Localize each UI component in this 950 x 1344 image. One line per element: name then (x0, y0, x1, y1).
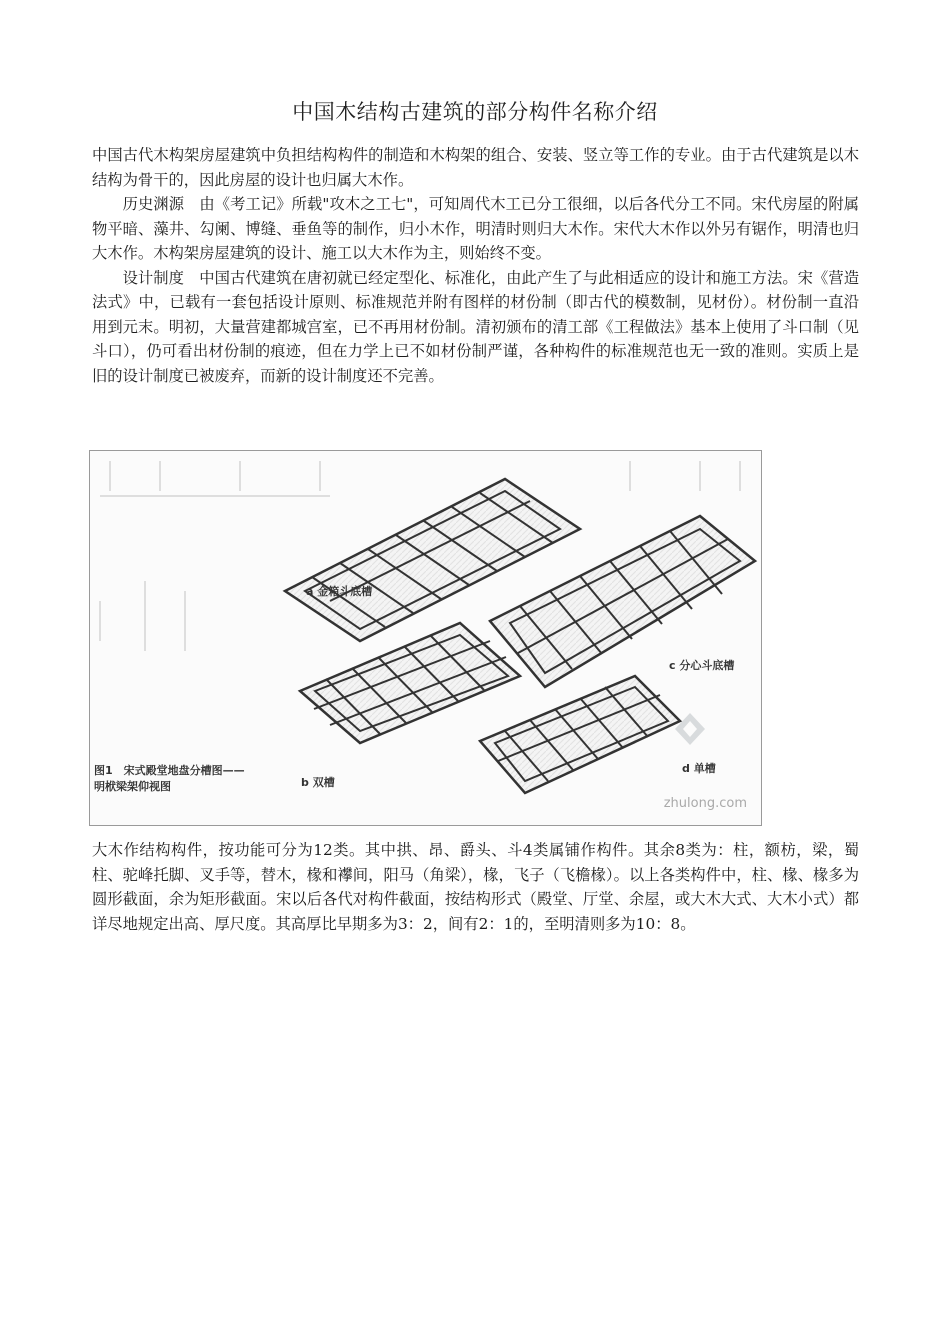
page-title: 中国木结构古建筑的部分构件名称介绍 (292, 100, 658, 124)
intro-paragraph-1: 中国古代木构架房屋建筑中负担结构构件的制造和木构架的组合、安装、竖立等工作的专业。由于古代建筑是以木结构为骨干的，因此房屋的设计也归属大木作。 (92, 146, 859, 189)
figure-caption-line-2: 明栿梁架仰视图 (94, 780, 171, 793)
intro-paragraph-design: 设计制度 中国古代建筑在唐初就已经定型化、标准化，由此产生了与此相适应的设计和施工方法。宋《营造法式》中，已载有一套包括设计原则、标准规范并附有图样的材份制（即古代的模数制，见材份）。材份制一直沿用到元末。明初，大量营建都城宫室，已不再用材份制。清初颁布的清工部《工程做法》基本上使用了斗口制（见斗口），仍可看出材份制的痕迹，但在力学上已不如材份制严谨，各种构件的标准规范也无一致的准则。实质上是旧的设计制度已被废弃，而新的设计制度还不完善。 (92, 268, 859, 385)
label-b: b 双槽 (301, 776, 335, 789)
components-text (92, 838, 859, 936)
label-d: d 单槽 (682, 762, 716, 775)
label-a: a 金箱斗底槽 (306, 585, 373, 598)
watermark-text: zhulong.com (663, 796, 747, 811)
label-c: c 分心斗底槽 (669, 659, 735, 672)
intro-paragraph-history: 历史渊源 由《考工记》所载"攻木之工七"，可知周代木工已分工很细，以后各代分工不同。宋代房屋的附属物平暗、藻井、勾阑、博缝、垂鱼等的制作，归小木作，明清时则归大木作。宋代大木作以外另有锯作，明清也归大木作。木构架房屋建筑的设计、施工以大木作为主，则始终不变。 (92, 195, 859, 262)
components-paragraph: 大木作结构构件，按功能可分为12类。其中拱、昂、爵头、斗4类属铺作构件。其余8类为：柱，额枋，梁，蜀柱、驼峰托脚、叉手等，替木，椽和襻间，阳马（角梁），椽，飞子（飞檐椽）。以上各类构件中，柱、椽、椽多为圆形截面，余为矩形截面。宋以后各代对构件截面，按结构形式（殿堂、厅堂、余屋，或大木大式、大木小式）都详尽地规定出高、厚尺度。其高厚比早期多为3：2，间有2：1的，至明清则多为10：8。 (92, 841, 859, 933)
intro-text (92, 143, 859, 388)
figure-floor-plan-diagram (89, 450, 762, 826)
figure-caption-line-1: 图1 宋式殿堂地盘分槽图—— (94, 764, 245, 777)
